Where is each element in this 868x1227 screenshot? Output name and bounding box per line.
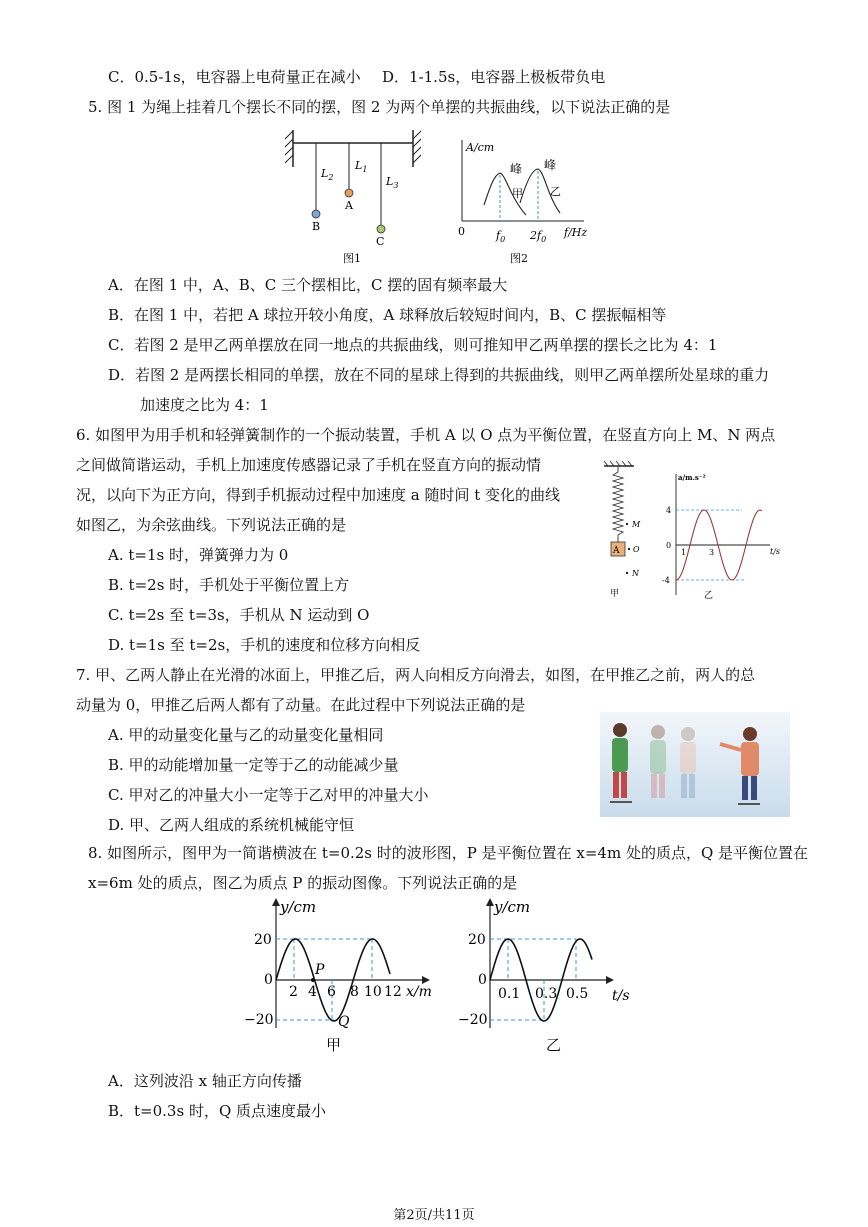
svg-text:2f0: $2f_0$ [530, 229, 547, 244]
q5-option-d: D．若图 2 是两摆长相同的单摆，放在不同的星球上得到的共振曲线，则甲乙两单摆所处星球的重力 [108, 366, 770, 384]
q5-option-c: C．若图 2 是甲乙两单摆放在同一地点的共振曲线，则可推知甲乙两单摆的摆长之比为 4：1 [108, 336, 718, 354]
svg-text:3: 3 [709, 548, 715, 557]
svg-text:y/cm: y/cm [494, 898, 531, 916]
svg-text:A: A [345, 199, 353, 212]
svg-text:20: 20 [468, 932, 486, 948]
svg-text:a/m.s⁻²: a/m.s⁻² [678, 473, 706, 482]
svg-text:图2: 图2 [510, 252, 528, 265]
q8-line-1: 8. 如图所示，图甲为一简谐横波在 t=0.2s 时的波形图，P 是平衡位置在 x=4m 处的质点，Q 是平衡位置在 [88, 844, 809, 862]
q7-option-c: C. 甲对乙的冲量大小一定等于乙对甲的冲量大小 [108, 786, 429, 804]
q5-option-a: A．在图 1 中，A、B、C 三个摆相比，C 摆的固有频率最大 [108, 276, 508, 294]
q6-option-a: A. t=1s 时，弹簧弹力为 0 [108, 546, 289, 564]
svg-text:A/cm: A/cm [466, 141, 495, 154]
svg-text:−20: −20 [244, 1012, 274, 1028]
q6-figure-yi [662, 470, 792, 605]
svg-text:f0: $f_0$ [496, 229, 506, 244]
svg-text:甲: 甲 [610, 589, 620, 599]
svg-text:2: 2 [289, 984, 298, 1000]
svg-text:1: 1 [681, 548, 687, 557]
svg-text:C: C [376, 235, 385, 248]
svg-text:-4: -4 [662, 576, 670, 585]
svg-text:4: 4 [308, 984, 317, 1000]
svg-text:乙: 乙 [546, 1036, 562, 1054]
svg-text:4: 4 [666, 506, 672, 515]
q6-option-c: C. t=2s 至 t=3s，手机从 N 运动到 O [108, 606, 370, 624]
q8-option-b: B．t=0.3s 时，Q 质点速度最小 [108, 1102, 327, 1120]
q7-option-a: A. 甲的动量变化量与乙的动量变化量相同 [108, 726, 384, 744]
q8-option-a: A．这列波沿 x 轴正方向传播 [108, 1072, 302, 1090]
svg-text:乙: 乙 [704, 591, 714, 601]
q5-figure-2 [452, 135, 602, 265]
svg-text:0: 0 [458, 225, 465, 238]
svg-text:Q: Q [338, 1014, 350, 1030]
svg-text:B: B [312, 220, 321, 233]
svg-text:L2: $L_2$ [321, 167, 334, 182]
svg-text:O: O [633, 545, 640, 554]
svg-text:20: 20 [254, 932, 272, 948]
q4-option-c: C．0.5-1s，电容器上电荷量正在减小 [108, 68, 361, 86]
svg-text:甲: 甲 [512, 187, 523, 200]
svg-text:图1: 图1 [343, 252, 361, 265]
q8-figure-yi [460, 898, 640, 1058]
q5-option-b: B．在图 1 中，若把 A 球拉开较小角度，A 球释放后较短时间内，B、C 摆振幅相等 [108, 306, 667, 324]
svg-text:y/cm: y/cm [280, 898, 317, 916]
svg-text:0.3: 0.3 [535, 986, 558, 1002]
q7-option-b: B. 甲的动能增加量一定等于乙的动能减少量 [108, 756, 399, 774]
q7-option-d: D. 甲、乙两人组成的系统机械能守恒 [108, 816, 355, 834]
svg-text:乙: 乙 [550, 185, 561, 198]
ball-c [377, 225, 385, 233]
svg-text:L1: $L_1$ [355, 159, 368, 174]
svg-text:0: 0 [264, 972, 273, 988]
q5-option-d-cont: 加速度之比为 4：1 [140, 396, 269, 414]
svg-text:x/m: x/m [406, 984, 432, 1000]
q6-option-b: B. t=2s 时，手机处于平衡位置上方 [108, 576, 350, 594]
q7-line-1: 7. 甲、乙两人静止在光滑的冰面上，甲推乙后，两人向相反方向滑去，如图，在甲推乙之前，两人的总 [76, 666, 756, 684]
svg-text:峰: 峰 [510, 162, 523, 176]
svg-text:A: A [613, 546, 620, 556]
q8-line-2: x=6m 处的质点，图乙为质点 P 的振动图像。下列说法正确的是 [88, 874, 518, 892]
svg-text:M: M [632, 520, 641, 529]
svg-text:0: 0 [478, 972, 487, 988]
q5-stem: 5. 图 1 为绳上挂着几个摆长不同的摆，图 2 为两个单摆的共振曲线，以下说法正确的是 [88, 98, 671, 116]
svg-text:12: 12 [384, 984, 402, 1000]
q4-option-d: D．1-1.5s，电容器上极板带负电 [382, 68, 606, 86]
svg-text:6: 6 [327, 984, 336, 1000]
q8-figure-jia [240, 898, 440, 1058]
q6-option-d: D. t=1s 至 t=2s，手机的速度和位移方向相反 [108, 636, 421, 654]
svg-text:L3: $L_3$ [386, 175, 399, 190]
svg-text:10: 10 [364, 984, 382, 1000]
svg-text:峰: 峰 [544, 158, 557, 172]
point-p [311, 978, 315, 982]
svg-text:f/Hz: f/Hz [564, 226, 588, 239]
ball-b [312, 210, 320, 218]
q6-line-1: 6. 如图甲为用手机和轻弹簧制作的一个振动装置，手机 A 以 O 点为平衡位置，在竖直方向上 M、N 两点 [76, 426, 776, 444]
svg-text:8: 8 [350, 984, 359, 1000]
q7-skaters-illustration [600, 712, 790, 817]
svg-text:P: P [315, 962, 325, 978]
q6-line-4: 如图乙，为余弦曲线。下列说法正确的是 [76, 516, 347, 534]
svg-text:t/s: t/s [612, 988, 630, 1004]
svg-text:0.1: 0.1 [498, 986, 521, 1002]
svg-text:0: 0 [666, 541, 672, 550]
svg-text:−20: −20 [458, 1012, 488, 1028]
svg-text:t/s: t/s [770, 547, 781, 556]
q6-figure-jia [600, 460, 660, 605]
q5-figure-1 [285, 125, 435, 265]
q6-line-3: 况，以向下为正方向，得到手机振动过程中加速度 a 随时间 t 变化的曲线 [76, 486, 561, 504]
q6-line-2: 之间做简谐运动，手机上加速度传感器记录了手机在竖直方向的振动情 [76, 456, 542, 474]
q7-line-2: 动量为 0，甲推乙后两人都有了动量。在此过程中下列说法正确的是 [76, 696, 526, 714]
svg-text:甲: 甲 [326, 1036, 342, 1054]
ball-a [345, 189, 353, 197]
svg-text:N: N [632, 569, 639, 578]
page-footer: 第2页/共11页 [393, 1208, 475, 1223]
svg-text:0.5: 0.5 [566, 986, 589, 1002]
